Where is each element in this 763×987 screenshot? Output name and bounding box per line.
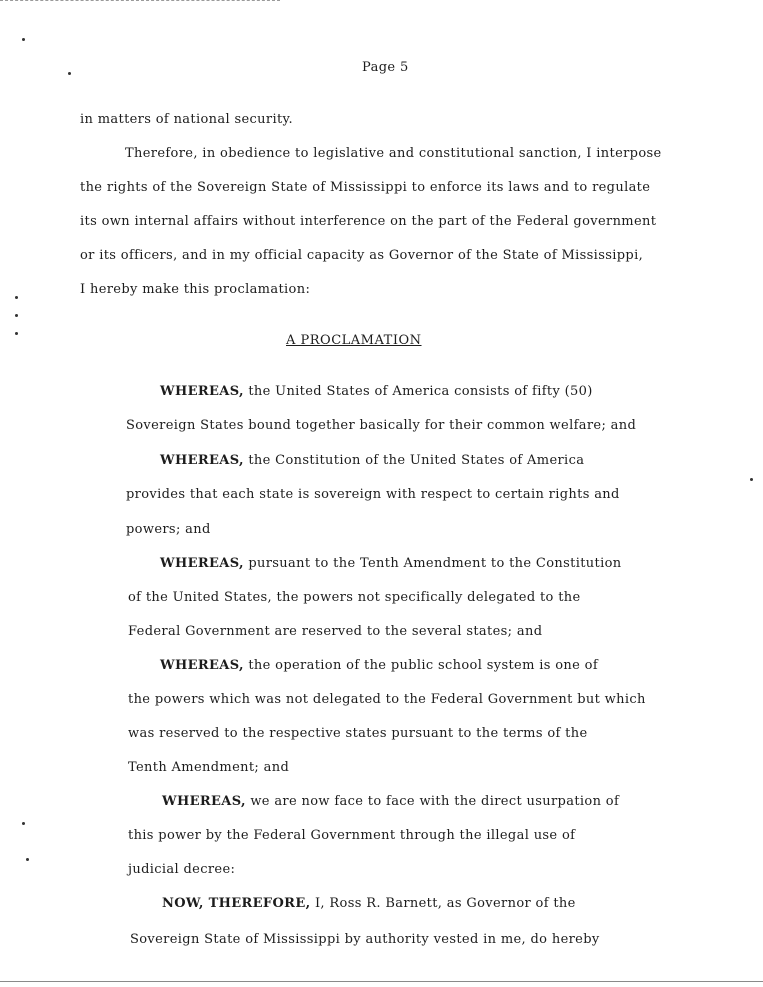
whereas-text: the United States of America consists of fifty (50) [248, 384, 593, 399]
bottom-rule [0, 981, 763, 982]
whereas-text: the Constitution of the United States of America [248, 453, 585, 468]
scan-speck [15, 332, 18, 335]
body-text-line: Sovereign State of Mississippi by authority vested in me, do hereby [130, 932, 600, 947]
body-text-line: Sovereign States bound together basically for their common welfare; and [126, 418, 637, 433]
body-text-line: was reserved to the respective states pursuant to the terms of the [128, 726, 588, 741]
body-text-line: in matters of national security. [80, 112, 293, 127]
scan-speck [15, 314, 18, 317]
whereas-keyword: WHEREAS, [160, 384, 244, 399]
whereas-line [160, 384, 593, 400]
scan-speck [750, 478, 753, 481]
body-text-line: of the United States, the powers not specifically delegated to the [128, 590, 581, 605]
body-text-line: powers; and [126, 522, 211, 537]
body-text-line: or its officers, and in my official capacity as Governor of the State of Mississippi, [80, 248, 644, 263]
whereas-keyword: WHEREAS, [160, 556, 244, 571]
body-text-line: I hereby make this proclamation: [80, 282, 311, 297]
scan-speck [22, 822, 25, 825]
whereas-text: the operation of the public school system is one of [248, 658, 599, 673]
conclusion-text: I, Ross R. Barnett, as Governor of the [314, 896, 576, 911]
body-text-line: Tenth Amendment; and [128, 760, 290, 775]
whereas-text: pursuant to the Tenth Amendment to the Constitution [248, 556, 622, 571]
whereas-line [160, 658, 598, 674]
whereas-text: we are now face to face with the direct usurpation of [250, 794, 620, 809]
body-text-line: the powers which was not delegated to the Federal Government but which [128, 692, 646, 707]
whereas-keyword: WHEREAS, [160, 658, 244, 673]
conclusion-line [162, 896, 576, 912]
body-text-line: the rights of the Sovereign State of Mississippi to enforce its laws and to regulate [80, 180, 651, 195]
scan-speck [68, 72, 71, 75]
whereas-line [162, 794, 619, 810]
scan-speck [26, 858, 29, 861]
conclusion-keyword: NOW, THEREFORE, [162, 896, 311, 911]
body-text-line: provides that each state is sovereign with respect to certain rights and [126, 487, 620, 502]
body-text-line: judicial decree: [128, 862, 236, 877]
body-text-line: its own internal affairs without interference on the part of the Federal government [80, 214, 657, 229]
top-dashed-rule [0, 0, 280, 1]
scan-speck [15, 296, 18, 299]
whereas-keyword: WHEREAS, [160, 453, 244, 468]
proclamation-heading: A PROCLAMATION [286, 333, 422, 348]
page-number: Page 5 [362, 60, 409, 75]
body-text-line: this power by the Federal Government through the illegal use of [128, 828, 576, 843]
scan-speck [22, 38, 25, 41]
whereas-line [160, 556, 622, 572]
body-text-line: Federal Government are reserved to the several states; and [128, 624, 543, 639]
body-text-line: Therefore, in obedience to legislative and constitutional sanction, I interpose [125, 146, 662, 161]
whereas-keyword: WHEREAS, [162, 794, 246, 809]
whereas-line [160, 453, 584, 469]
